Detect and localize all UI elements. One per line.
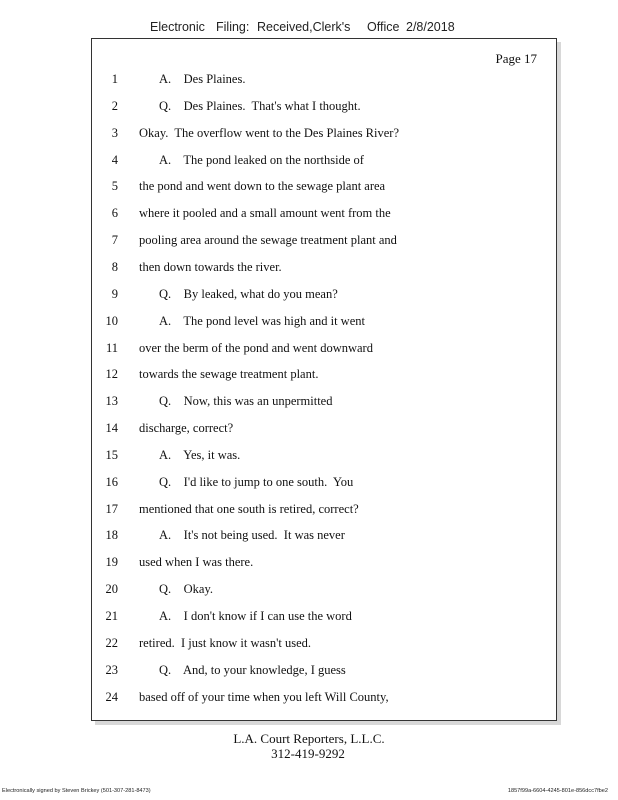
line-number: 12	[105, 367, 118, 382]
line-text: Q. And, to your knowledge, I guess	[159, 662, 346, 677]
transcript-line	[92, 502, 556, 522]
page-number: Page 17	[495, 51, 537, 66]
filing-header-received: Received,Clerk's	[257, 20, 351, 34]
transcript-line	[92, 448, 556, 468]
line-number: 3	[111, 125, 118, 140]
line-number: 2	[111, 98, 118, 113]
line-number: 10	[105, 313, 118, 328]
transcript-line	[92, 99, 556, 119]
transcript-line	[92, 609, 556, 629]
document-hash: 1857f99a-6604-4245-801e-856dcc7fbe2	[507, 788, 608, 794]
transcript-line	[92, 260, 556, 280]
footer-company: L.A. Court Reporters, L.L.C.	[233, 731, 385, 746]
line-number: 17	[105, 501, 118, 516]
line-text: A. The pond level was high and it went	[159, 313, 365, 328]
line-number: 21	[105, 609, 118, 623]
transcript-line	[92, 528, 556, 548]
transcript-line	[92, 690, 556, 710]
line-number: 6	[111, 206, 118, 221]
line-text: A. Yes, it was.	[159, 447, 241, 462]
line-text: A. The pond leaked on the northside of	[159, 152, 364, 167]
line-text: A. I don't know if I can use the word	[159, 609, 352, 623]
line-text: then down towards the river.	[139, 259, 282, 274]
line-text: based off of your time when you left Will County,	[139, 689, 389, 704]
line-text: the pond and went down to the sewage plant area	[139, 179, 386, 194]
line-number: 16	[105, 474, 118, 489]
electronic-signature-note: Electronically signed by Steven Brickey (501-307-281-8473)	[2, 788, 151, 794]
filing-header	[0, 20, 618, 38]
footer	[0, 731, 618, 761]
transcript-line	[92, 555, 556, 575]
line-number: 11	[105, 340, 118, 355]
filing-header-date: 2/8/2018	[406, 20, 455, 34]
line-number: 24	[105, 689, 118, 704]
line-number: 23	[105, 662, 118, 677]
line-text: A. It's not being used. It was never	[159, 528, 345, 543]
line-text: Q. I'd like to jump to one south. You	[159, 474, 354, 489]
line-text: Q. Now, this was an unpermitted	[159, 394, 333, 409]
filing-header-filing: Filing:	[216, 20, 250, 34]
line-number: 18	[105, 528, 118, 543]
line-number: 9	[111, 286, 118, 301]
line-number: 19	[105, 555, 118, 570]
line-text: used when I was there.	[139, 555, 254, 570]
line-number: 20	[105, 582, 118, 597]
transcript-line	[92, 153, 556, 173]
line-text: mentioned that one south is retired, correct?	[139, 501, 359, 516]
transcript-page	[91, 38, 557, 721]
line-number: 8	[111, 259, 118, 274]
filing-header-office: Office	[367, 20, 400, 34]
transcript-line	[92, 475, 556, 495]
line-number: 5	[111, 179, 118, 194]
transcript-line	[92, 636, 556, 656]
line-text: A. Des Plaines.	[159, 72, 246, 86]
transcript-line	[92, 582, 556, 602]
transcript-line	[92, 206, 556, 226]
line-text: Q. Okay.	[159, 582, 214, 597]
transcript-line	[92, 367, 556, 387]
transcript-line	[92, 233, 556, 253]
transcript-line	[92, 72, 556, 92]
transcript-line	[92, 663, 556, 683]
line-number: 15	[105, 447, 118, 462]
line-text: Okay. The overflow went to the Des Plaines River?	[139, 125, 400, 140]
line-number: 7	[111, 233, 118, 248]
transcript-line	[92, 179, 556, 199]
line-text: retired. I just know it wasn't used.	[139, 635, 312, 650]
line-number: 22	[105, 635, 118, 650]
line-text: discharge, correct?	[139, 421, 234, 436]
transcript-line	[92, 341, 556, 361]
transcript-line	[92, 314, 556, 334]
line-text: Q. Des Plaines. That's what I thought.	[159, 98, 361, 113]
transcript-line	[92, 421, 556, 441]
footer-phone: 312-419-9292	[271, 746, 345, 761]
line-number: 1	[111, 72, 118, 86]
line-text: where it pooled and a small amount went from the	[139, 206, 391, 221]
line-number: 4	[111, 152, 118, 167]
transcript-line	[92, 126, 556, 146]
line-number: 13	[105, 394, 118, 409]
line-text: pooling area around the sewage treatment plant and	[139, 233, 397, 248]
transcript-line	[92, 287, 556, 307]
line-text: towards the sewage treatment plant.	[139, 367, 319, 382]
line-text: over the berm of the pond and went downward	[139, 340, 373, 355]
filing-header-electronic: Electronic	[150, 20, 205, 34]
line-text: Q. By leaked, what do you mean?	[159, 286, 338, 301]
transcript-line	[92, 394, 556, 414]
line-number: 14	[105, 421, 118, 436]
